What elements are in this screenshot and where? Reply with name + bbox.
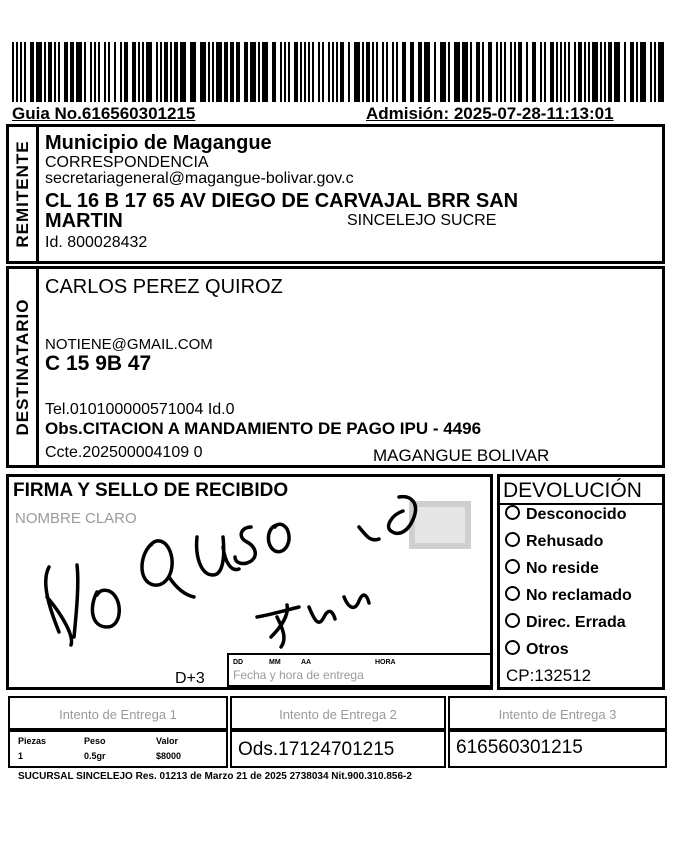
date-field-aa: AA <box>301 659 312 666</box>
recipient-address: C 15 9B 47 <box>45 352 152 375</box>
radio-circle-icon <box>505 532 520 547</box>
devolucion-divider <box>500 503 662 505</box>
sender-name: Municipio de Magangue <box>45 132 272 154</box>
destinatario-side <box>9 269 39 465</box>
date-field-hora: HORA <box>375 659 396 666</box>
radio-circle-icon <box>505 586 520 601</box>
sender-id: Id. 800028432 <box>45 234 148 251</box>
intento-2-cell <box>230 696 446 730</box>
barcode <box>12 42 664 102</box>
recibido-title: FIRMA Y SELLO DE RECIBIDO <box>13 480 289 501</box>
intento-2-label: Intento de Entrega 2 <box>279 707 397 722</box>
devolucion-option[interactable]: Desconocido <box>505 507 626 523</box>
devolucion-option[interactable]: No reclamado <box>505 588 632 604</box>
devolucion-box <box>497 474 665 690</box>
recipient-email: NOTIENE@GMAIL.COM <box>45 336 213 353</box>
radio-circle-icon <box>505 613 520 628</box>
footer-text: SUCURSAL SINCELEJO Res. 01213 de Marzo 21 de 2025 2738034 Nit.900.310.856-2 <box>18 771 412 782</box>
date-box <box>227 653 492 687</box>
valor-label: Valor <box>156 736 179 746</box>
intento-1-cell <box>8 696 228 730</box>
postal-code: CP:132512 <box>506 666 592 685</box>
devolucion-option[interactable]: Otros <box>505 642 569 658</box>
destinatario-label: DESTINATARIO <box>12 298 32 436</box>
valor-value: $8000 <box>156 751 182 761</box>
intento-3-cell <box>448 696 667 730</box>
ods-cell <box>230 730 446 768</box>
remitente-label: REMITENTE <box>12 140 32 248</box>
recipient-ccte: Ccte.202500004109 0 <box>45 444 203 461</box>
devolucion-title: DEVOLUCIÓN <box>503 479 642 502</box>
sender-address-1: CL 16 B 17 65 AV DIEGO DE CARVAJAL BRR SAN <box>45 190 519 212</box>
sender-email: secretariageneral@magangue-bolivar.gov.c <box>45 170 354 187</box>
date-field-mm: MM <box>269 659 281 666</box>
remitente-box <box>6 124 665 264</box>
peso-value: 0.5gr <box>84 751 106 761</box>
devolucion-option[interactable]: Direc. Errada <box>505 615 626 631</box>
piezas-label: Piezas <box>18 736 47 746</box>
recipient-city: MAGANGUE BOLIVAR <box>373 446 550 465</box>
d-plus: D+3 <box>175 670 205 687</box>
guia-number: Guia No.616560301215 <box>12 104 196 123</box>
intento-1-label: Intento de Entrega 1 <box>59 707 177 722</box>
tracking-number: 616560301215 <box>456 737 583 758</box>
remitente-side <box>9 127 39 261</box>
admision-date: Admisión: 2025-07-28-11:13:01 <box>366 104 614 123</box>
sender-dept: CORRESPONDENCIA <box>45 154 209 171</box>
piezas-value: 1 <box>18 751 24 761</box>
radio-circle-icon <box>505 505 520 520</box>
package-info-cell <box>8 730 228 768</box>
devolucion-option[interactable]: Rehusado <box>505 534 603 550</box>
date-caption: Fecha y hora de entrega <box>233 668 364 682</box>
recipient-obs: Obs.CITACION A MANDAMIENTO DE PAGO IPU - 4496 <box>45 419 482 438</box>
radio-circle-icon <box>505 640 520 655</box>
intento-3-label: Intento de Entrega 3 <box>498 707 617 722</box>
devolucion-option[interactable]: No reside <box>505 561 599 577</box>
recipient-tel: Tel.010100000571004 Id.0 <box>45 401 235 418</box>
handwritten-signature <box>19 487 469 667</box>
date-field-dd: DD <box>233 659 244 666</box>
recipient-name: CARLOS PEREZ QUIROZ <box>45 276 283 298</box>
destinatario-box <box>6 266 665 468</box>
tracking-cell <box>448 730 667 768</box>
nombre-claro-label: NOMBRE CLARO <box>15 510 137 527</box>
sender-city: SINCELEJO SUCRE <box>347 212 497 229</box>
radio-circle-icon <box>505 559 520 574</box>
ods-number: Ods.17124701215 <box>238 739 395 760</box>
recibido-box <box>6 474 493 690</box>
sender-address-2: MARTIN <box>45 210 123 232</box>
peso-label: Peso <box>84 736 106 746</box>
